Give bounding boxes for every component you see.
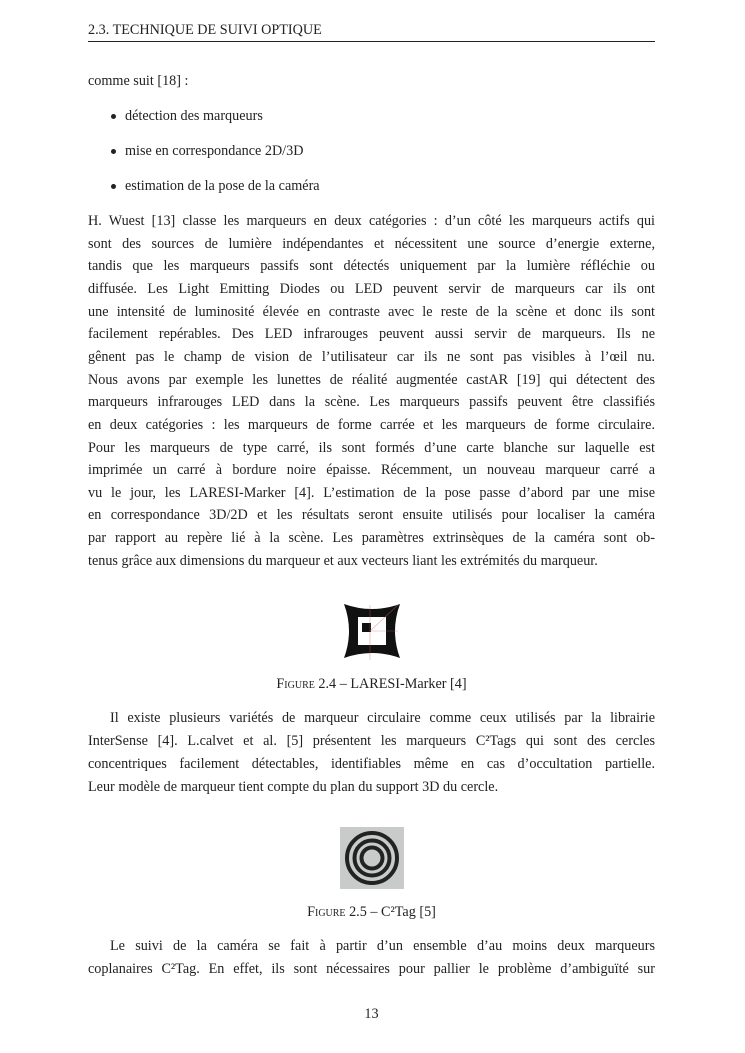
text-line: une intensité de luminosité élevée en contraste avec le reste de la scène et donc ils sont <box>88 303 655 320</box>
text-line: Il existe plusieurs variétés de marqueur circulaire comme ceux utilisés par la librairie <box>110 710 655 726</box>
text-line: concentriques facilement détectables, identifiables même en cas d’occultation partielle. <box>88 756 655 772</box>
text-line: en deux catégories : les marqueurs de forme carrée et les marqueurs de forme circulaire. <box>88 416 655 433</box>
text-line: facilement repérables. Des LED infrarouges peuvent aussi servir de marqueurs. Ils ne <box>88 326 655 343</box>
list-item: mise en correspondance 2D/3D <box>125 143 304 159</box>
text-line: coplanaires C²Tag. En effet, ils sont nécessaires pour pallier le problème d’ambiguïté sur <box>88 961 655 977</box>
page-number: 13 <box>364 1006 379 1022</box>
text-line: Pour les marqueurs de type carré, ils sont formés d’une carte blanche sur laquelle est <box>88 439 655 456</box>
text-line: tenus grâce aux dimensions du marqueur et aux vecteurs liant les extrémités du marqueur. <box>88 552 598 569</box>
text-line: diffusée. Les Light Emitting Diodes ou LED peuvent servir de marqueurs car ils ont <box>88 280 655 297</box>
list-item: détection des marqueurs <box>125 108 263 124</box>
list-item: estimation de la pose de la caméra <box>125 178 320 194</box>
figure-label: Figure 2.5 <box>307 904 367 920</box>
text-line: tandis que les marqueurs passifs sont détectés uniquement par la lumière réfléchie ou <box>88 258 655 275</box>
bullet-icon <box>111 149 116 154</box>
text-line: en correspondance 3D/2D et les résultats seront ensuite utilisés pour localiser la caméra <box>88 507 655 524</box>
figure-2-4-caption <box>88 676 655 693</box>
text-line: par rapport au repère lié à la scène. Les paramètres extrinsèques de la caméra sont ob- <box>88 530 655 547</box>
c2tag-figure <box>340 827 404 889</box>
header-rule <box>88 41 655 42</box>
running-header: 2.3. TECHNIQUE DE SUIVI OPTIQUE <box>88 22 322 38</box>
text-line: Nous avons par exemple les lunettes de réalité augmentée castAR [19] qui détectent des <box>88 371 655 388</box>
figure-caption-text: – C²Tag [5] <box>366 904 436 920</box>
intro-text: comme suit [18] : <box>88 73 189 89</box>
text-line: sont des sources de lumière indépendantes et nécessitent une source d’energie externe, <box>88 235 655 252</box>
text-line: imprimée un carré à bordure noire épaisse. Récemment, un nouveau marqueur carré a <box>88 462 655 479</box>
text-line: Leur modèle de marqueur tient compte du plan du support 3D du cercle. <box>88 779 499 795</box>
bullet-icon <box>111 184 116 189</box>
figure-caption-text: – LARESI-Marker [4] <box>336 676 467 692</box>
text-line: H. Wuest [13] classe les marqueurs en deux catégories : d’un côté les marqueurs actifs qui <box>88 213 655 229</box>
text-line: Le suivi de la caméra se fait à partir d’un ensemble d’au moins deux marqueurs <box>110 938 655 954</box>
text-line: marqueurs infrarouges LED dans la scène. Les marqueurs passifs peuvent être classifiés <box>88 394 655 411</box>
figure-2-5-caption <box>88 904 655 921</box>
laresi-marker-figure <box>340 600 404 662</box>
figure-label: Figure 2.4 <box>276 676 337 692</box>
text-line: vu le jour, les LARESI-Marker [4]. L’estimation de la pose passe d’abord par une mise <box>88 484 655 501</box>
bullet-icon <box>111 114 116 119</box>
text-line: InterSense [4]. L.calvet et al. [5] présentent les marqueurs C²Tags qui sont des cercles <box>88 733 655 749</box>
text-line: gênent pas le champ de vision de l’utilisateur car ils ne sont pas visibles à l’œil nu. <box>88 348 655 365</box>
